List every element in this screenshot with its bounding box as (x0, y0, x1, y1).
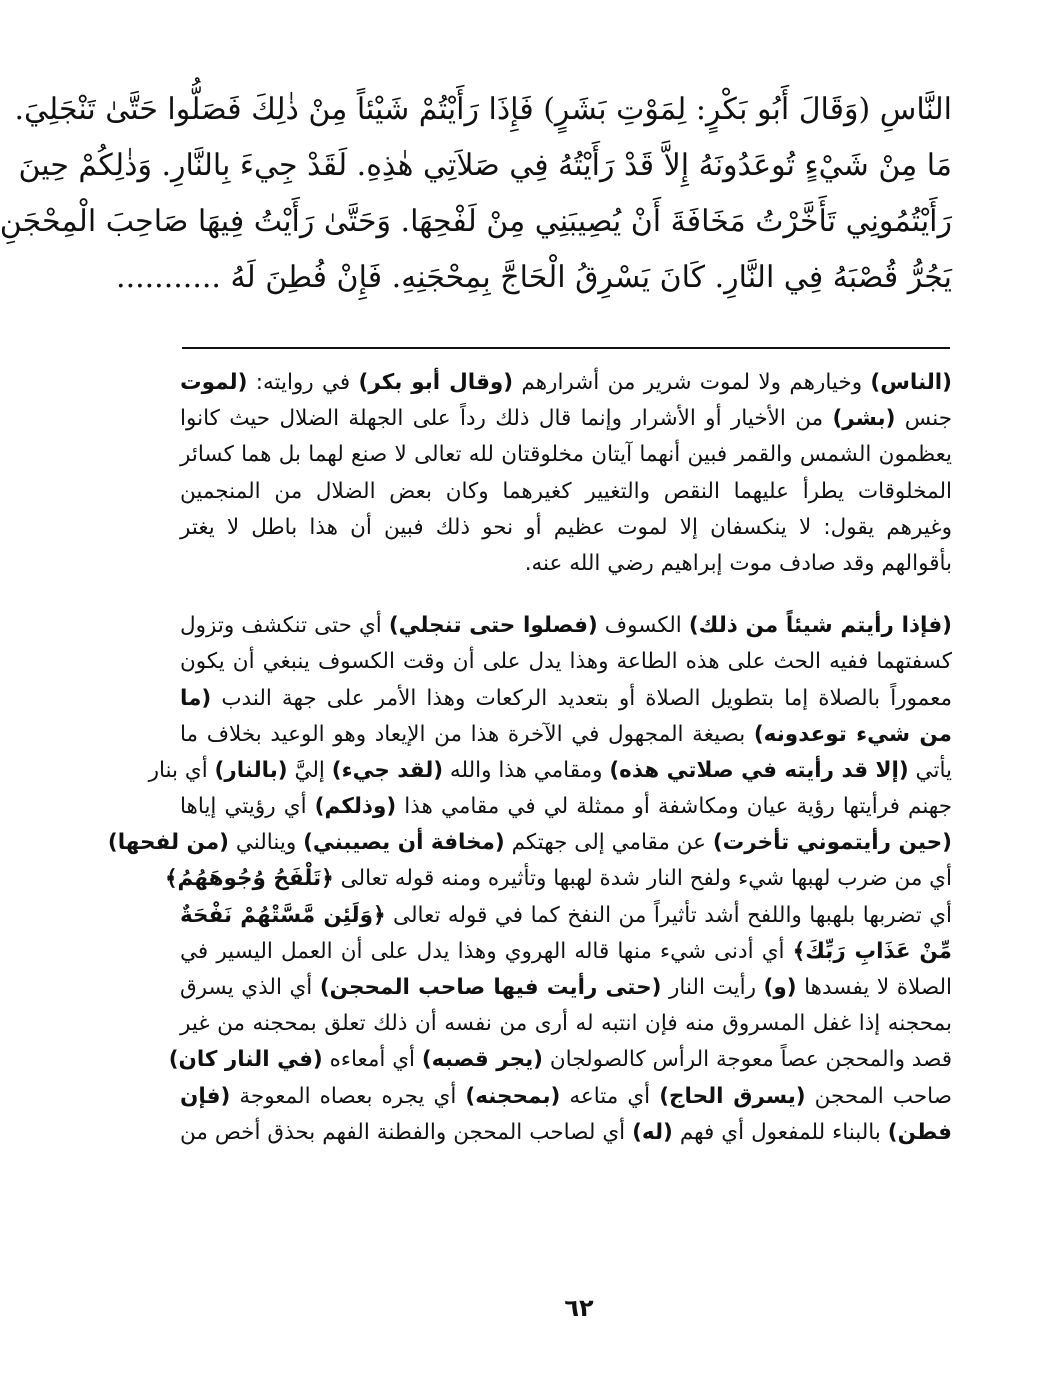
text-run: أي الذي يسرق (180, 975, 320, 1000)
text-run: جنس (895, 406, 952, 432)
bold-phrase: (في النار كان) (168, 1047, 323, 1073)
text-run: وخيارهم ولا لموت شرير من أشرارهم (513, 370, 871, 395)
text-run: في روايته: (247, 370, 359, 395)
commentary-line (180, 898, 952, 934)
text-run: قصد والمحجن عصاً معوجة الرأس كالصولجان (543, 1047, 952, 1073)
text-run: الصلاة لا يفسدها (796, 975, 953, 1000)
commentary-line (180, 717, 952, 753)
hadith-line: النَّاسِ (وَقَالَ أَبُو بَكْرٍ: لِمَوْتِ بَشَرٍ) فَإِذَا رَأَيْتُمْ شَيْئاً مِنْ ذٰلِكَ فَصَلُّوا حَتَّىٰ تَنْجَلِيَ. (14, 92, 952, 127)
text-run: رأيت النار (661, 975, 764, 1000)
text-run: أي متاعه (560, 1083, 660, 1109)
text-run: إليَّ (287, 757, 332, 783)
text-run: أي لصاحب المحجن والفطنة الفهم بحذق أخص من (180, 1119, 633, 1145)
bold-phrase: (حين رأيتموني تأخرت) (712, 830, 952, 856)
quran-quote: ﴿تَلْفَحُ وُجُوهَهُمُ﴾ (164, 866, 334, 892)
bold-phrase: (وقال أبو بكر) (358, 370, 514, 395)
bold-phrase: (فصلوا حتى تنجلي) (388, 613, 598, 639)
commentary-line: بمحجنه إذا غفل المسروق منه فإن انتبه له أرى من نفسه أن ذلك تعلق بمحجنه من غير (180, 1011, 952, 1037)
bold-phrase: (من لفحها) (107, 830, 230, 856)
commentary-line (180, 1079, 952, 1115)
text-run: يأتي (908, 757, 952, 783)
commentary-line: بأقوالهم وقد صادف موت إبراهيم رضي الله عنه. (524, 550, 952, 576)
paragraph-gap (180, 582, 952, 608)
text-run: معموراً بالصلاة إما بتطويل الصلاة أو بتعديد الركعات وهذا الأمر على جهة الندب (221, 685, 952, 711)
commentary-line (180, 608, 952, 644)
commentary-line: يعظمون الشمس والقمر فبين أنهما آيتان مخلوقتان لله تعالى لا صنع لهما بل هما كسائر (180, 442, 952, 468)
hadith-text (0, 82, 952, 306)
commentary-line (168, 1042, 952, 1078)
commentary-line (180, 970, 952, 1006)
bold-phrase: (بشر) (832, 406, 896, 432)
commentary-text (107, 365, 953, 1151)
text-run: ومقامي هذا والله (443, 757, 610, 783)
bold-phrase: (و) (763, 975, 797, 1000)
bold-phrase: (لموت (180, 370, 248, 395)
hadith-line: مَا مِنْ شَيْءٍ تُوعَدُونَهُ إِلاَّ قَدْ رَأَيْتُهُ فِي صَلاَتِي هٰذِهِ. لَقَدْ جِيءَ بِالنَّارِ. وَذٰلِكُمْ حِينَ (18, 148, 952, 183)
text-run: أي حتى تنكشف وتزول (180, 613, 389, 639)
bold-phrase: (بمحجنه) (465, 1083, 561, 1109)
bold-phrase: (فإن (180, 1083, 231, 1109)
text-run: أي يجره بعصاه المعوجة (230, 1083, 466, 1109)
bold-phrase: (بالنار) (214, 757, 288, 783)
commentary-line (180, 934, 952, 970)
commentary-line: كسفتهما ففيه الحث على هذه الطاعة وهذا يدل على أن وقت الكسوف ينبغي أن يكون (180, 649, 952, 675)
hadith-line: رَأَيْتُمُونِي تَأَخَّرْتُ مَخَافَةَ أَنْ يُصِيبَنِي مِنْ لَفْحِهَا. وَحَتَّىٰ رَأَيْتُ فِيهَا صَاحِبَ الْمِحْجَنِ (0, 204, 952, 239)
bold-phrase: (مخافة أن يصيبني) (303, 830, 505, 856)
commentary-line (180, 1115, 952, 1151)
text-run: من الأخيار أو الأشرار وإنما قال ذلك رداً على الجهلة الضلال حيث كانوا (180, 406, 833, 432)
bold-phrase: (حتى رأيت فيها صاحب المحجن) (319, 975, 662, 1000)
bold-phrase: (فإذا رأيتم شيئاً من ذلك) (688, 613, 952, 639)
commentary-line: وغيرهم يقول: لا ينكسفان إلا لموت عظيم أو نحو ذلك فبين أن هذا باطل لا يغتر (180, 514, 952, 540)
page-number: ٦٢ (564, 1294, 594, 1322)
hadith-line: يَجُرُّ قُصْبَهُ فِي النَّارِ. كَانَ يَسْرِقُ الْحَاجَّ بِمِحْجَنِهِ. فَإِنْ فُطِنَ لَهُ ........... (116, 260, 952, 295)
commentary-line (180, 681, 952, 717)
bold-phrase: (ما (180, 685, 212, 711)
quran-quote: مِّنْ عَذَابِ رَبِّكَ﴾ (792, 938, 952, 964)
bold-phrase: (لقد جيء) (331, 757, 444, 783)
bold-phrase: (الناس) (870, 370, 953, 395)
text-run: أي بنار (148, 757, 215, 783)
text-run: جهنم فرأيتها رؤية عيان ومكاشفة أو ممثلة لي في مقامي هذا (396, 794, 953, 820)
commentary-line (180, 789, 952, 825)
separator-rule (182, 347, 950, 349)
text-run: أي تضربها بلهبها واللفح أشد تأثيراً من النفخ كما في قوله تعالى (385, 902, 952, 928)
text-run: أي أمعاءه (322, 1047, 422, 1073)
text-run: صاحب المحجن (805, 1083, 952, 1109)
bold-phrase: (وذلكم) (314, 794, 397, 820)
bold-phrase: (يجر قصبه) (421, 1047, 544, 1073)
text-run: بالبناء للمفعول أي فهم (672, 1119, 888, 1145)
commentary-line (180, 401, 952, 437)
quran-quote: ﴿وَلَئِن مَّسَّتْهُمْ نَفْحَةٌ (180, 902, 386, 928)
commentary-line (107, 825, 952, 861)
commentary-line (148, 753, 952, 789)
bold-phrase: فطن) (887, 1119, 952, 1145)
text-run: وينالني (229, 830, 304, 856)
bold-phrase: من شيء توعدونه) (753, 721, 952, 747)
commentary-line: المخلوقات يطرأ عليهما النقص والتغيير كغيرهما وكان بعض الضلال من المنجمين (180, 478, 952, 504)
text-run: بصيغة المجهول في الآخرة هذا من الإيعاد وهو الوعيد بخلاف ما (180, 721, 754, 747)
text-run: الكسوف (597, 613, 689, 639)
text-run: أي أدنى شيء منها قاله الهروي وهذا يدل على أن العمل اليسير في (180, 938, 793, 964)
bold-phrase: (له) (632, 1119, 673, 1145)
text-run: أي من ضرب لهبها شيء ولفح النار شدة لهبها وتأثيره ومنه قوله تعالى (333, 866, 952, 892)
text-run: عن مقامي إلى جهتكم (504, 830, 713, 856)
bold-phrase: (إلا قد رأيته في صلاتي هذه) (609, 757, 909, 783)
bold-phrase: (يسرق الحاج) (659, 1083, 806, 1109)
text-run: أي رؤيتي إياها (180, 794, 315, 820)
commentary-line (180, 365, 952, 401)
commentary-line (164, 861, 952, 897)
